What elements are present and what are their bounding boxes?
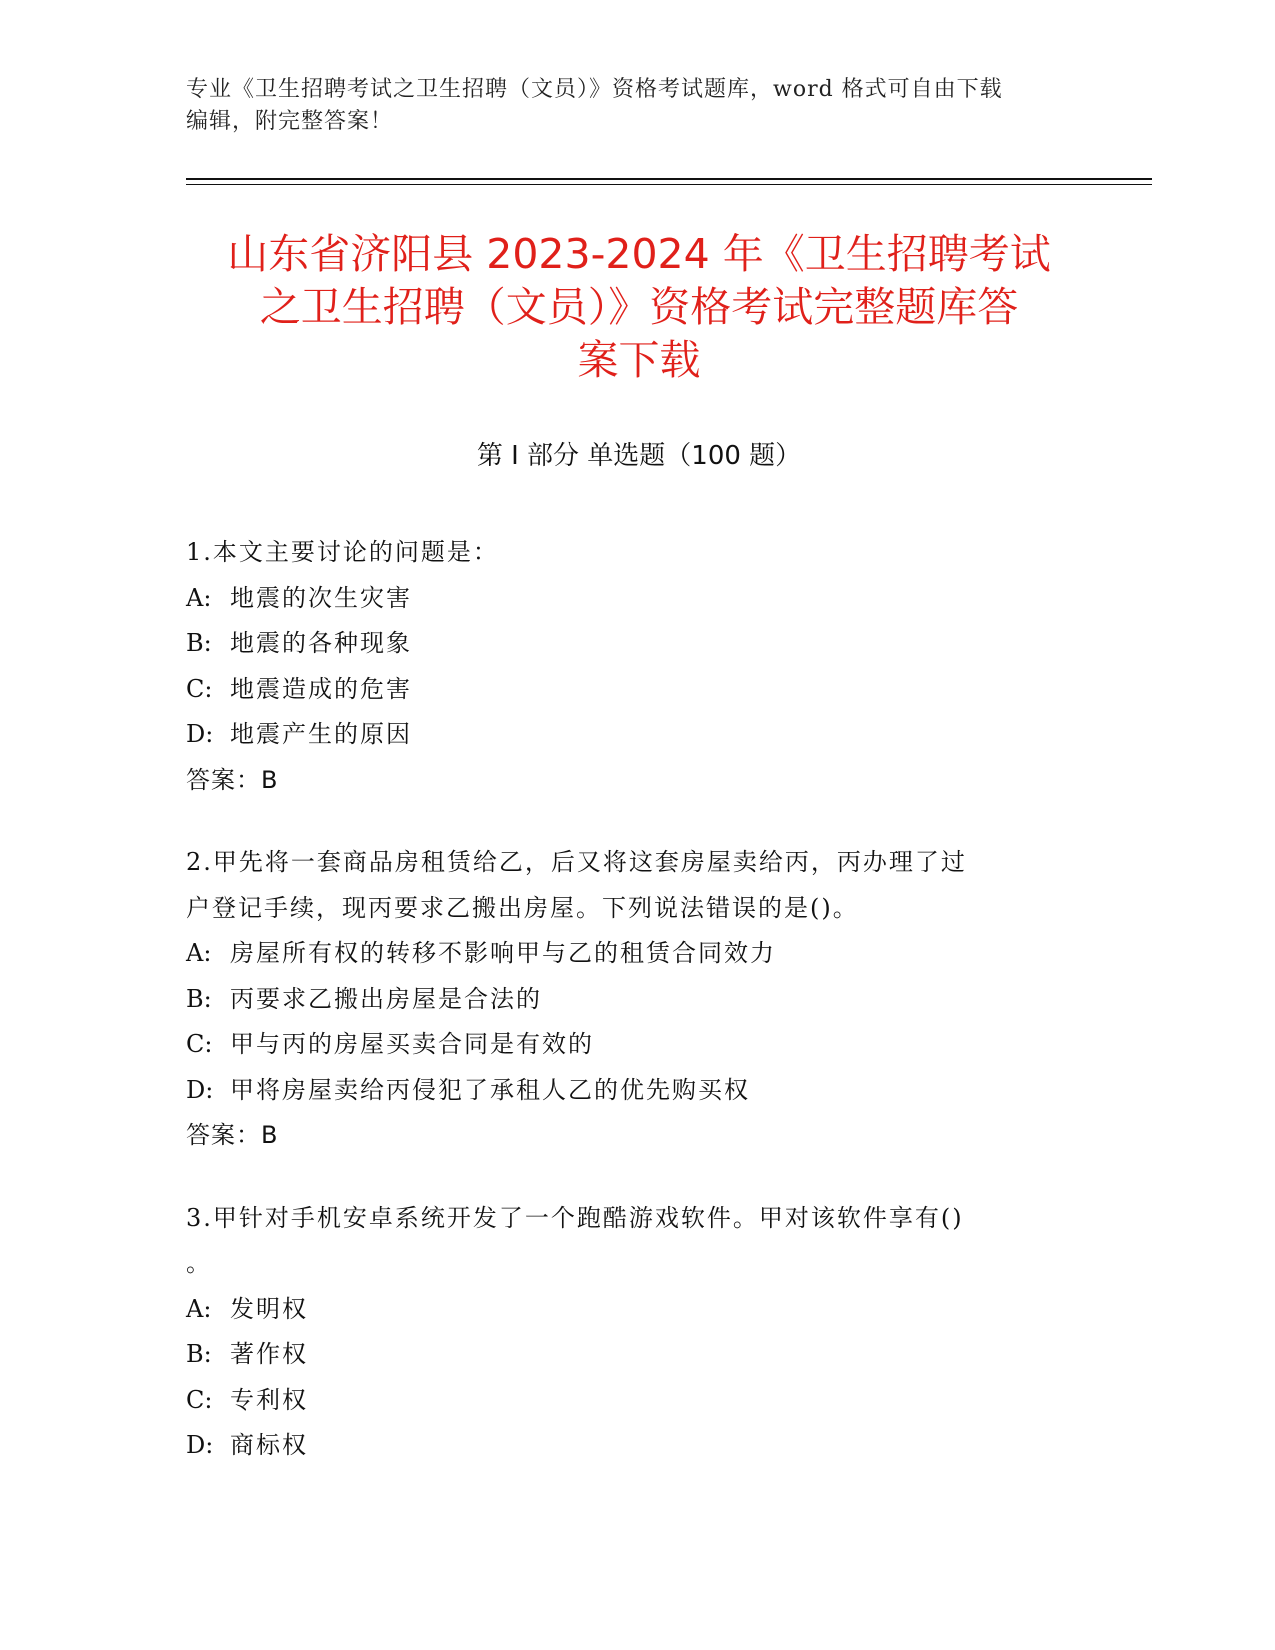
option-text: 地震的次生灾害 [230,583,412,612]
option-letter: B: [186,984,212,1013]
question-3-option-c [186,1378,1066,1424]
header-divider-thin [186,184,1152,185]
question-2-option-d [186,1068,1066,1114]
option-letter: A: [186,939,212,967]
question-2 [186,840,1066,1159]
header-note-line-1: 专业《卫生招聘考试之卫生招聘（文员）》资格考试题库，word 格式可自由下载 [186,77,1003,102]
header-note-line-2: 编辑，附完整答案！ [186,109,394,134]
option-letter: D: [186,1431,214,1459]
question-1-option-c [186,667,1066,713]
option-letter: B: [186,1340,212,1368]
option-letter: D: [186,720,214,748]
option-letter: A: [186,1294,212,1323]
option-text: 地震的各种现象 [230,629,412,657]
document-title-line-1: 山东省济阳县 2023-2024 年《卫生招聘考试 [227,230,1051,278]
document-title-line-3: 案下载 [577,336,701,384]
question-2-text-line-2: 户登记手续，现丙要求乙搬出房屋。下列说法错误的是()。 [186,893,859,922]
option-text: 房屋所有权的转移不影响甲与乙的租赁合同效力 [230,939,776,967]
question-3-text-line-1: 3.甲针对手机安卓系统开发了一个跑酷游戏软件。甲对该软件享有() [186,1203,964,1232]
question-2-option-a [186,931,1066,977]
header-divider-thick [186,178,1152,180]
option-letter: A: [186,583,212,612]
document-title [186,228,1092,387]
question-1-option-a [186,576,1066,622]
option-letter: C: [186,1385,213,1414]
option-letter: C: [186,1030,213,1058]
question-2-option-c [186,1022,1066,1068]
question-1-option-b [186,621,1066,667]
question-3-option-a [186,1287,1066,1333]
option-letter: D: [186,1075,214,1104]
question-3-text-line-2: 。 [186,1249,212,1277]
question-3-option-d [186,1423,1066,1469]
question-2-text-line-1: 2.甲先将一套商品房租赁给乙，后又将这套房屋卖给丙，丙办理了过 [186,848,967,876]
question-1 [186,530,1066,803]
header-note [186,74,1066,138]
option-text: 丙要求乙搬出房屋是合法的 [230,984,542,1013]
question-2-option-b [186,977,1066,1023]
question-3-option-b [186,1332,1066,1378]
option-text: 地震产生的原因 [230,720,412,748]
question-list [186,530,1066,1506]
section-heading: 第 I 部分 单选题（100 题） [476,441,802,471]
option-text: 著作权 [230,1340,308,1368]
question-1-text: 1.本文主要讨论的问题是： [186,538,499,566]
question-1-option-d [186,712,1066,758]
option-text: 地震造成的危害 [230,674,412,703]
option-text: 甲将房屋卖给丙侵犯了承租人乙的优先购买权 [230,1075,750,1104]
option-text: 甲与丙的房屋买卖合同是有效的 [230,1030,594,1058]
option-letter: B: [186,629,212,657]
option-text: 商标权 [230,1431,308,1459]
option-text: 发明权 [230,1294,308,1323]
option-letter: C: [186,674,213,703]
question-1-answer: 答案：B [186,765,279,794]
document-title-line-2: 之卫生招聘（文员）》资格考试完整题库答 [259,283,1019,331]
question-3 [186,1196,1066,1469]
option-text: 专利权 [230,1385,308,1414]
question-2-answer: 答案：B [186,1121,279,1149]
